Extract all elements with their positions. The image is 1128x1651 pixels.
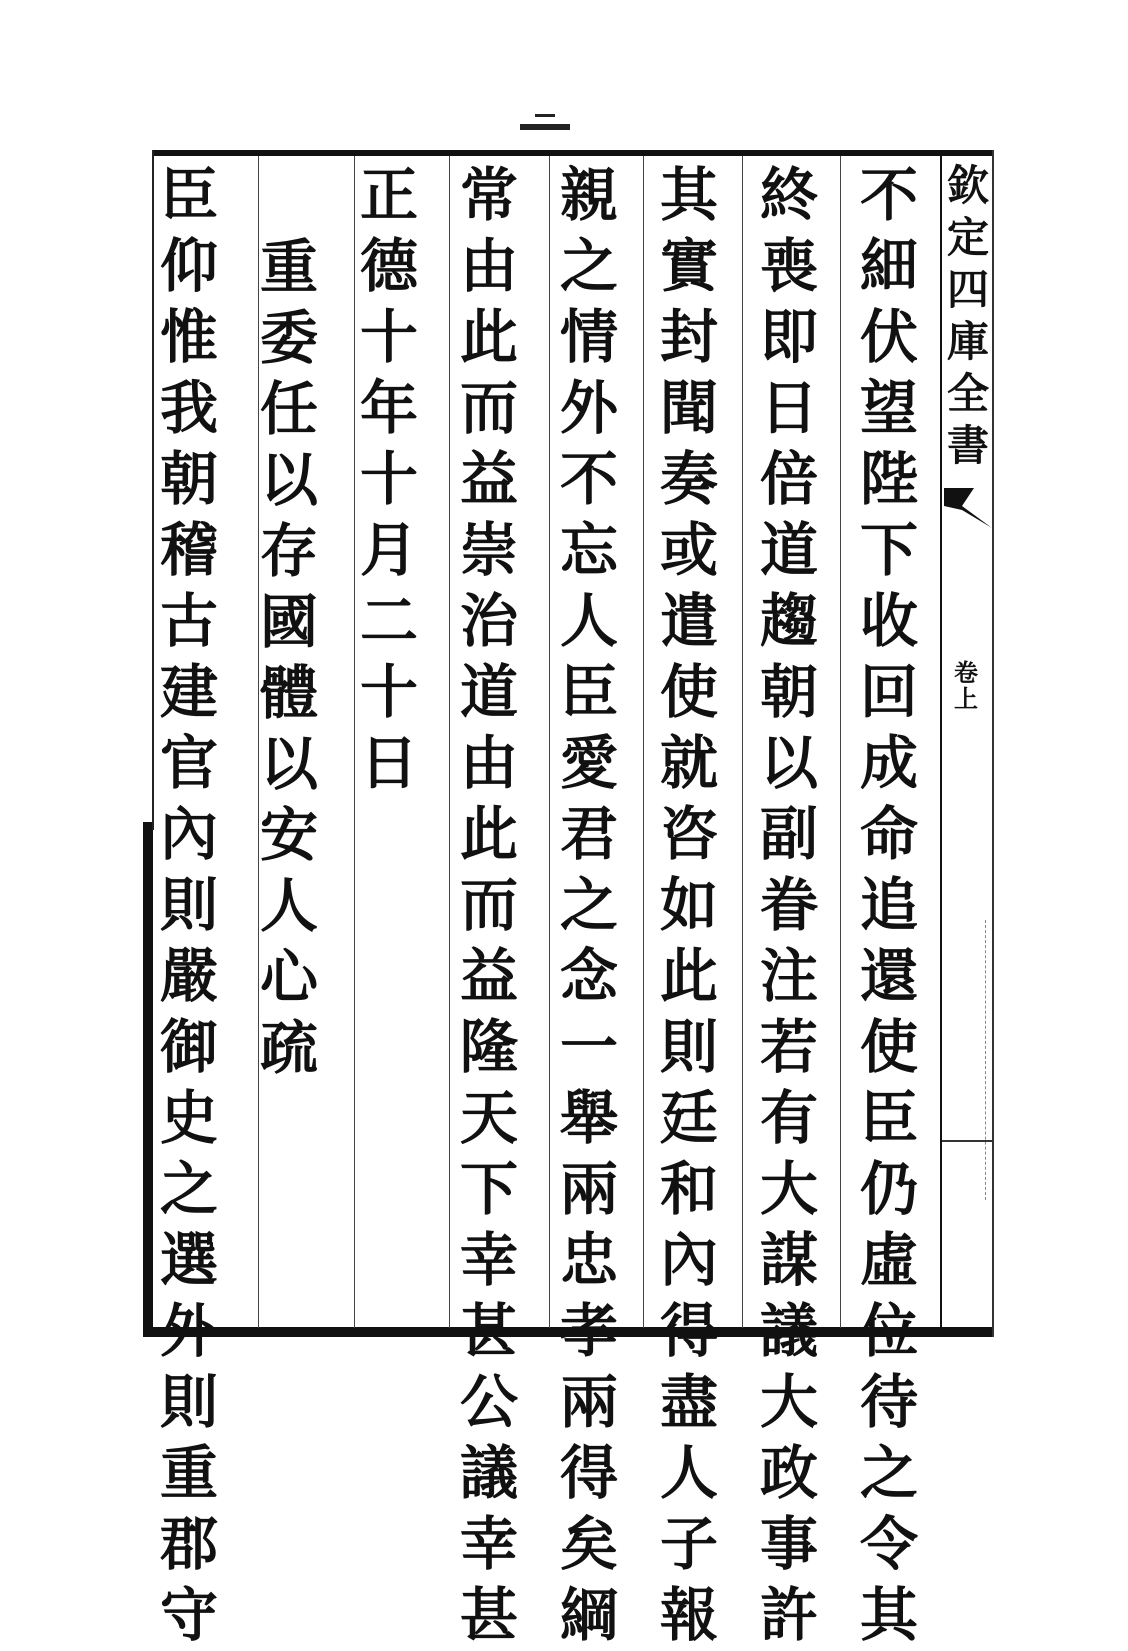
top-mark [520,124,570,130]
character: 存 [259,517,318,585]
character: 外 [159,1297,218,1365]
character: 陛 [859,445,918,513]
character: 國 [259,588,318,656]
character: 舉 [559,1084,618,1152]
character: 疏 [259,1014,318,1082]
character: 日 [359,729,418,797]
character: 大 [759,1368,818,1436]
character: 朝 [159,445,218,513]
character: 由 [459,232,518,300]
character: 之 [559,232,618,300]
character: 內 [159,800,218,868]
character: 情 [559,303,618,371]
character: 望 [859,374,918,442]
top-mark-small [535,114,555,117]
character: 庫 [946,317,989,366]
character: 得 [659,1297,718,1365]
character: 仍 [859,1155,918,1223]
character: 史 [159,1084,218,1152]
character: 君 [559,800,618,868]
character: 兩 [559,1368,618,1436]
character: 十 [359,445,418,513]
character: 盡 [659,1368,718,1436]
character: 天 [459,1084,518,1152]
character: 則 [159,871,218,939]
character: 以 [259,446,318,514]
character: 仰 [159,232,218,300]
character: 之 [559,871,618,939]
character: 道 [459,658,518,726]
character: 不 [859,161,918,229]
character: 以 [759,729,818,797]
frame-right-outer-border [992,150,994,1337]
character: 一 [559,1013,618,1081]
character: 謀 [759,1226,818,1294]
character: 忘 [559,516,618,584]
character: 聞 [659,374,718,442]
character: 御 [159,1013,218,1081]
character: 議 [759,1297,818,1365]
character: 人 [559,587,618,655]
character: 和 [659,1155,718,1223]
character: 惟 [159,303,218,371]
character: 下 [859,516,918,584]
character: 月 [359,516,418,584]
character: 實 [659,232,718,300]
character: 重 [259,233,318,301]
character: 朝 [759,658,818,726]
character: 得 [559,1439,618,1507]
character: 益 [459,445,518,513]
character: 臣 [859,1084,918,1152]
character: 重 [159,1439,218,1507]
character: 即 [759,303,818,371]
character: 書 [946,421,989,470]
text-column [650,160,728,1651]
character: 有 [759,1084,818,1152]
character: 內 [659,1226,718,1294]
column-rule [742,156,743,1328]
character: 益 [459,942,518,1010]
character: 咨 [659,800,718,868]
character: 治 [459,587,518,655]
character: 公 [459,1368,518,1436]
text-column [250,232,328,1084]
character: 其 [659,161,718,229]
character: 卷 [954,658,978,687]
character: 如 [659,871,718,939]
column-rule [840,156,841,1328]
character: 而 [459,374,518,442]
character: 令 [859,1510,918,1578]
frame-top-border [152,150,994,156]
text-column [750,160,828,1651]
character: 報 [659,1581,718,1649]
character: 使 [859,1013,918,1081]
character: 任 [259,375,318,443]
character: 郡 [159,1510,218,1578]
character: 古 [159,587,218,655]
character: 大 [759,1155,818,1223]
character: 議 [459,1439,518,1507]
character: 就 [659,729,718,797]
character: 則 [159,1368,218,1436]
character: 命 [859,800,918,868]
character: 念 [559,942,618,1010]
character: 德 [359,232,418,300]
character: 我 [159,374,218,442]
text-column [350,160,428,799]
character: 子 [659,1510,718,1578]
character: 體 [259,659,318,727]
margin-rule [942,1140,992,1142]
character: 不 [559,445,618,513]
character: 虛 [859,1226,918,1294]
character: 而 [459,871,518,939]
character: 崇 [459,516,518,584]
character: 幸 [459,1226,518,1294]
character: 此 [459,800,518,868]
text-column [150,160,228,1651]
character: 全 [946,369,989,418]
character: 以 [259,730,318,798]
character: 封 [659,303,718,371]
character: 追 [859,871,918,939]
character: 其 [859,1581,918,1649]
character: 回 [859,658,918,726]
character: 此 [459,303,518,371]
character: 人 [259,872,318,940]
character: 外 [559,374,618,442]
character: 趨 [759,587,818,655]
character: 人 [659,1439,718,1507]
character: 臣 [559,658,618,726]
character: 官 [159,729,218,797]
character: 收 [859,587,918,655]
character: 幸 [459,1510,518,1578]
character: 定 [946,213,989,262]
character: 遣 [659,587,718,655]
character: 位 [859,1297,918,1365]
character: 待 [859,1368,918,1436]
margin-ticks [985,920,990,1200]
character: 副 [759,800,818,868]
character: 稽 [159,516,218,584]
character: 十 [359,303,418,371]
character: 或 [659,516,718,584]
character: 臣 [159,161,218,229]
character: 注 [759,942,818,1010]
character: 選 [159,1226,218,1294]
character: 年 [359,374,418,442]
character: 四 [946,265,989,314]
character: 十 [359,658,418,726]
character: 上 [954,684,978,713]
character: 成 [859,729,918,797]
character: 委 [259,304,318,372]
character: 矣 [559,1510,618,1578]
character: 隆 [459,1013,518,1081]
character: 許 [759,1581,818,1649]
character: 倍 [759,445,818,513]
character: 忠 [559,1226,618,1294]
character: 安 [259,801,318,869]
character: 事 [759,1510,818,1578]
column-rule [643,156,644,1328]
character: 政 [759,1439,818,1507]
character: 愛 [559,729,618,797]
fish-tail-mark-icon [944,488,992,528]
character: 道 [759,516,818,584]
character: 甚 [459,1581,518,1649]
character: 嚴 [159,942,218,1010]
character: 奏 [659,445,718,513]
character: 伏 [859,303,918,371]
character: 廷 [659,1084,718,1152]
character: 由 [459,729,518,797]
character: 甚 [459,1297,518,1365]
character: 常 [459,161,518,229]
character: 孝 [559,1297,618,1365]
character: 兩 [559,1155,618,1223]
character: 使 [659,658,718,726]
character: 還 [859,942,918,1010]
character: 之 [159,1155,218,1223]
text-column [850,160,928,1651]
character: 守 [159,1581,218,1649]
character: 欽 [946,161,989,210]
character: 喪 [759,232,818,300]
text-column [450,160,528,1651]
character: 若 [759,1013,818,1081]
character: 建 [159,658,218,726]
character: 下 [459,1155,518,1223]
text-column [550,160,628,1651]
character: 綱 [559,1581,618,1649]
character: 終 [759,161,818,229]
character: 則 [659,1013,718,1081]
chapter-label [946,660,986,712]
character: 日 [759,374,818,442]
character: 之 [859,1439,918,1507]
character: 此 [659,942,718,1010]
character: 親 [559,161,618,229]
character: 細 [859,232,918,300]
character: 心 [259,943,318,1011]
book-title [944,160,992,472]
frame-right-border [940,150,942,1337]
character: 正 [359,161,418,229]
character: 眷 [759,871,818,939]
character: 二 [359,587,418,655]
